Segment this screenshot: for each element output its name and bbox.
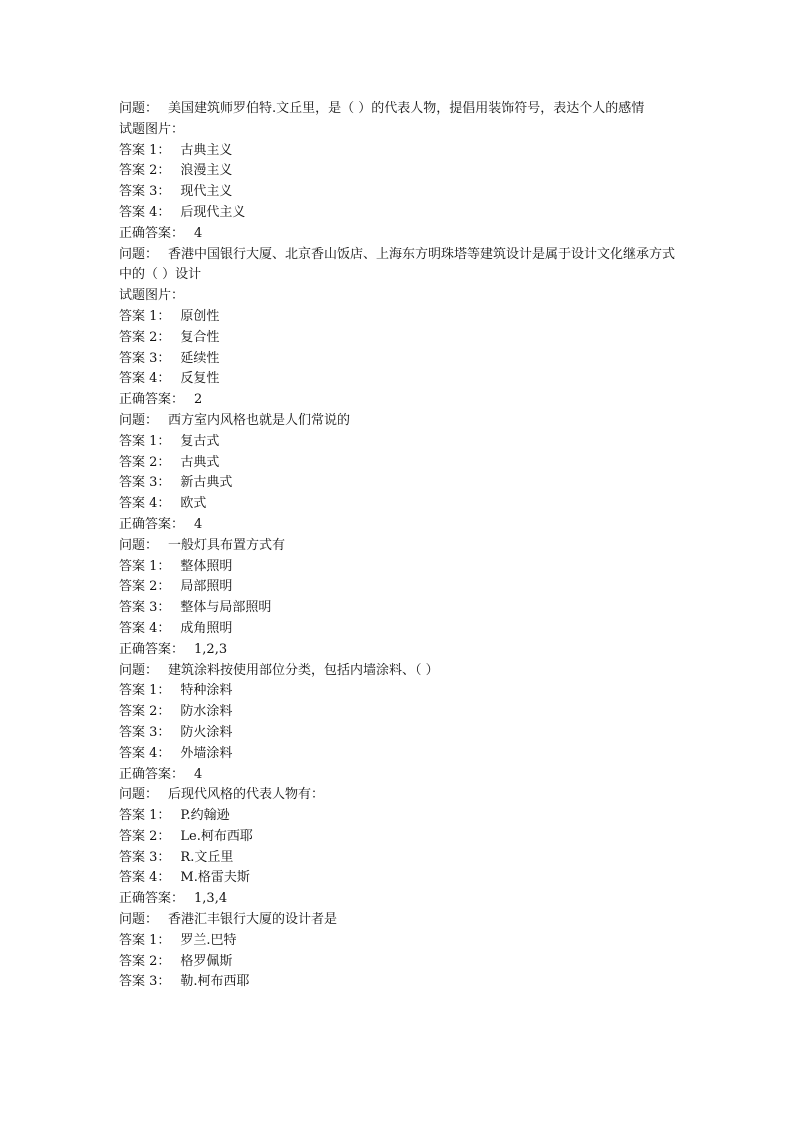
answer-line bbox=[119, 598, 679, 619]
answer-label: 答案 2： bbox=[119, 579, 171, 595]
question-label: 问题： bbox=[119, 246, 159, 262]
answer-line bbox=[119, 868, 679, 889]
answer-line bbox=[119, 827, 679, 848]
answer-line bbox=[119, 702, 679, 723]
answer-text: 防水涂料 bbox=[180, 704, 233, 720]
answer-text: 局部照明 bbox=[180, 579, 233, 595]
image-label: 试题图片： bbox=[119, 288, 185, 304]
answer-line bbox=[119, 681, 679, 702]
correct-answer-value: 4 bbox=[194, 225, 203, 241]
answer-text: 整体与局部照明 bbox=[180, 600, 272, 616]
answer-line bbox=[119, 557, 679, 578]
correct-answer-line bbox=[119, 889, 679, 910]
answer-text: 延续性 bbox=[180, 350, 220, 366]
answer-label: 答案 2： bbox=[119, 163, 171, 179]
answer-line bbox=[119, 203, 679, 224]
answer-text: 古典主义 bbox=[180, 142, 233, 158]
correct-answer-line bbox=[119, 224, 679, 245]
answer-label: 答案 2： bbox=[119, 704, 171, 720]
question-text: 香港中国银行大厦、北京香山饭店、上海东方明珠塔等建筑设计是属于设计文化继承方式中的（ ）设计 bbox=[119, 246, 676, 283]
correct-answer-value: 2 bbox=[194, 392, 203, 408]
answer-label: 答案 4： bbox=[119, 870, 171, 886]
answer-text: 勒.柯布西耶 bbox=[180, 974, 250, 990]
answer-label: 答案 3： bbox=[119, 350, 171, 366]
answer-text: 欧式 bbox=[180, 496, 207, 512]
answer-label: 答案 4： bbox=[119, 371, 171, 387]
answer-label: 答案 4： bbox=[119, 204, 171, 220]
question-list bbox=[119, 99, 679, 993]
answer-text: 复合性 bbox=[180, 329, 220, 345]
question-label: 问题： bbox=[119, 412, 159, 428]
answer-label: 答案 3： bbox=[119, 849, 171, 865]
question-text: 建筑涂料按使用部位分类，包括内墙涂料、（ ） bbox=[168, 662, 439, 678]
answer-text: 新古典式 bbox=[180, 475, 233, 491]
answer-label: 答案 3： bbox=[119, 184, 171, 200]
question-label: 问题： bbox=[119, 912, 159, 928]
answer-line bbox=[119, 307, 679, 328]
answer-label: 答案 2： bbox=[119, 828, 171, 844]
answer-text: 复古式 bbox=[180, 433, 220, 449]
question-text: 后现代风格的代表人物有： bbox=[168, 787, 325, 803]
answer-line bbox=[119, 432, 679, 453]
answer-label: 答案 3： bbox=[119, 475, 171, 491]
correct-answer-value: 4 bbox=[194, 766, 203, 782]
answer-text: M.格雷夫斯 bbox=[180, 870, 250, 886]
answer-line bbox=[119, 848, 679, 869]
answer-text: R.文丘里 bbox=[180, 849, 234, 865]
correct-answer-line bbox=[119, 515, 679, 536]
question-line bbox=[119, 661, 679, 682]
answer-text: P.约翰逊 bbox=[180, 808, 230, 824]
answer-text: 外墙涂料 bbox=[180, 745, 233, 761]
answer-text: 古典式 bbox=[180, 454, 220, 470]
answer-line bbox=[119, 952, 679, 973]
answer-text: 特种涂料 bbox=[180, 683, 233, 699]
question-text: 一般灯具布置方式有 bbox=[168, 537, 286, 553]
answer-label: 答案 1： bbox=[119, 932, 171, 948]
question-line bbox=[119, 910, 679, 931]
answer-line bbox=[119, 972, 679, 993]
answer-label: 答案 2： bbox=[119, 329, 171, 345]
question-line bbox=[119, 245, 679, 287]
answer-label: 答案 1： bbox=[119, 308, 171, 324]
answer-line bbox=[119, 141, 679, 162]
correct-answer-label: 正确答案： bbox=[119, 641, 185, 657]
answer-label: 答案 4： bbox=[119, 620, 171, 636]
question-line bbox=[119, 99, 679, 120]
answer-label: 答案 1： bbox=[119, 683, 171, 699]
question-line bbox=[119, 411, 679, 432]
answer-label: 答案 4： bbox=[119, 745, 171, 761]
answer-text: 原创性 bbox=[180, 308, 220, 324]
question-label: 问题： bbox=[119, 662, 159, 678]
answer-line bbox=[119, 619, 679, 640]
answer-line bbox=[119, 494, 679, 515]
answer-text: 整体照明 bbox=[180, 558, 233, 574]
question-text: 西方室内风格也就是人们常说的 bbox=[168, 412, 351, 428]
answer-text: 防火涂料 bbox=[180, 724, 233, 740]
answer-line bbox=[119, 182, 679, 203]
answer-text: 罗兰.巴特 bbox=[180, 932, 237, 948]
correct-answer-label: 正确答案： bbox=[119, 766, 185, 782]
answer-line bbox=[119, 806, 679, 827]
answer-line bbox=[119, 473, 679, 494]
answer-line bbox=[119, 744, 679, 765]
answer-text: 浪漫主义 bbox=[180, 163, 233, 179]
answer-label: 答案 3： bbox=[119, 974, 171, 990]
answer-line bbox=[119, 577, 679, 598]
answer-text: 成角照明 bbox=[180, 620, 233, 636]
answer-label: 答案 3： bbox=[119, 600, 171, 616]
answer-line bbox=[119, 723, 679, 744]
answer-text: 反复性 bbox=[180, 371, 220, 387]
question-text: 香港汇丰银行大厦的设计者是 bbox=[168, 912, 338, 928]
answer-label: 答案 1： bbox=[119, 142, 171, 158]
answer-label: 答案 1： bbox=[119, 808, 171, 824]
correct-answer-value: 1,2,3 bbox=[194, 641, 228, 657]
answer-line bbox=[119, 453, 679, 474]
answer-label: 答案 1： bbox=[119, 558, 171, 574]
correct-answer-label: 正确答案： bbox=[119, 392, 185, 408]
question-line bbox=[119, 785, 679, 806]
answer-text: 后现代主义 bbox=[180, 204, 246, 220]
answer-line bbox=[119, 931, 679, 952]
answer-line bbox=[119, 369, 679, 390]
correct-answer-value: 4 bbox=[194, 516, 203, 532]
answer-label: 答案 3： bbox=[119, 724, 171, 740]
image-label: 试题图片： bbox=[119, 121, 185, 137]
correct-answer-label: 正确答案： bbox=[119, 225, 185, 241]
question-label: 问题： bbox=[119, 787, 159, 803]
answer-line bbox=[119, 349, 679, 370]
correct-answer-label: 正确答案： bbox=[119, 516, 185, 532]
answer-text: 现代主义 bbox=[180, 184, 233, 200]
correct-answer-value: 1,3,4 bbox=[194, 891, 228, 907]
answer-text: Le.柯布西耶 bbox=[180, 828, 253, 844]
answer-line bbox=[119, 161, 679, 182]
question-line bbox=[119, 536, 679, 557]
correct-answer-line bbox=[119, 640, 679, 661]
answer-label: 答案 1： bbox=[119, 433, 171, 449]
correct-answer-line bbox=[119, 390, 679, 411]
correct-answer-line bbox=[119, 765, 679, 786]
answer-label: 答案 2： bbox=[119, 454, 171, 470]
answer-label: 答案 4： bbox=[119, 496, 171, 512]
question-label: 问题： bbox=[119, 101, 159, 116]
answer-line bbox=[119, 328, 679, 349]
correct-answer-label: 正确答案： bbox=[119, 891, 185, 907]
answer-label: 答案 2： bbox=[119, 953, 171, 969]
answer-text: 格罗佩斯 bbox=[180, 953, 233, 969]
question-text: 美国建筑师罗伯特.文丘里，是（ ）的代表人物，提倡用装饰符号，表达个人的感情 bbox=[168, 101, 645, 116]
question-label: 问题： bbox=[119, 537, 159, 553]
